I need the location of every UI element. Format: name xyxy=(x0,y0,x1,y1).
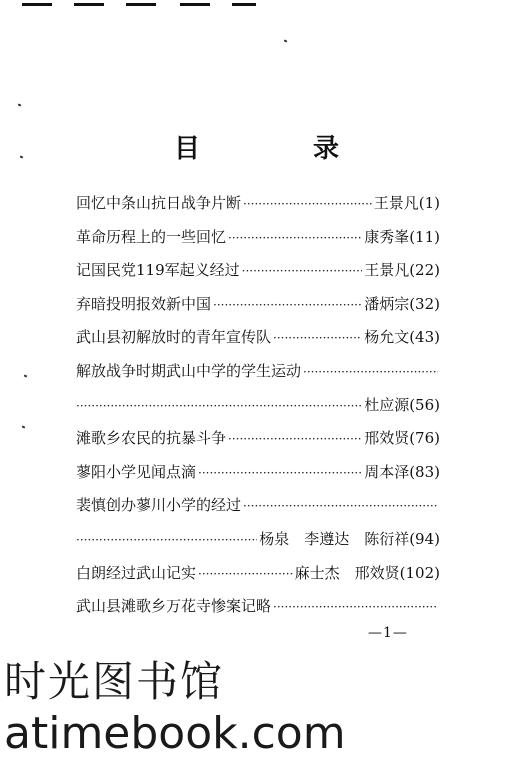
toc-entry-author: 杜应源 xyxy=(364,395,410,414)
toc-entry[interactable] xyxy=(76,294,440,328)
toc-entry-author: 周本泽 xyxy=(364,462,410,481)
page-title: 目 录 xyxy=(173,134,392,164)
leader-dots xyxy=(273,597,438,617)
toc-entry[interactable] xyxy=(76,495,440,529)
toc-entry-author: 潘炳宗 xyxy=(364,294,410,313)
scan-speck xyxy=(22,425,26,428)
leader-dots xyxy=(243,194,372,214)
toc-entry-continuation[interactable] xyxy=(76,529,440,563)
toc-entry-author: 麻士杰 邢效贤 xyxy=(294,563,400,582)
watermark xyxy=(4,656,346,760)
toc-entry-author: 王景凡 xyxy=(364,261,410,280)
toc-entry[interactable] xyxy=(76,260,440,294)
leader-dots xyxy=(76,530,257,550)
toc-entry[interactable] xyxy=(76,428,440,462)
leader-dots xyxy=(198,463,362,483)
scan-speck xyxy=(18,103,22,106)
toc-entry-page: (43) xyxy=(409,328,440,347)
toc-entry[interactable] xyxy=(76,361,440,395)
toc-entry-page: (32) xyxy=(409,294,440,313)
toc-entry-page: (94) xyxy=(409,529,440,548)
leader-dots xyxy=(76,396,362,416)
toc-entry-page: (56) xyxy=(409,395,440,414)
toc-entry-author: 邢效贤 xyxy=(364,429,410,448)
leader-dots xyxy=(243,496,438,516)
leader-dots xyxy=(273,328,362,348)
leader-dots xyxy=(303,362,438,382)
toc-entry[interactable] xyxy=(76,462,440,496)
leader-dots xyxy=(213,295,362,315)
leader-dots xyxy=(198,564,293,584)
toc-entry-page: (102) xyxy=(399,563,440,582)
toc-entry-title: 记国民党119军起义经过 xyxy=(76,261,240,280)
toc-entry-page: (83) xyxy=(409,462,440,481)
toc-entry-title: 武山县滩歌乡万花寺惨案记略 xyxy=(76,597,272,616)
toc-entry-page: (22) xyxy=(409,261,440,280)
leader-dots xyxy=(228,429,362,449)
toc-entry[interactable] xyxy=(76,563,440,597)
toc-entry-title: 裴慎创办蓼川小学的经过 xyxy=(76,496,242,515)
toc-entry[interactable] xyxy=(76,227,440,261)
page-number: —1— xyxy=(368,625,408,641)
toc-entry-page: (1) xyxy=(418,194,440,212)
toc-entry-author: 王景凡 xyxy=(373,194,419,212)
leader-dots xyxy=(242,261,363,281)
toc-entry[interactable] xyxy=(76,327,440,361)
toc-entry-page: (76) xyxy=(409,429,440,448)
watermark-name: 时光图书馆 xyxy=(4,657,225,706)
leader-dots xyxy=(228,228,362,248)
toc-entry-page: (11) xyxy=(409,227,440,246)
toc-entry-title: 弃暗投明报效新中国 xyxy=(76,294,212,313)
toc-entry-title: 武山县初解放时的青年宣传队 xyxy=(76,328,272,347)
toc-entry-title: 白朗经过武山记实 xyxy=(76,563,197,582)
scan-speck xyxy=(24,374,28,377)
toc-entry-author: 杨允文 xyxy=(364,328,410,347)
toc-entry[interactable] xyxy=(76,193,440,227)
scan-speck xyxy=(284,39,288,42)
toc-entry-title: 蓼阳小学见闻点滴 xyxy=(76,462,197,481)
toc-entry-author: 杨泉 李遵达 陈衍祥 xyxy=(259,529,410,548)
scan-edge-marks xyxy=(22,0,262,8)
toc-entry-continuation[interactable] xyxy=(76,395,440,429)
table-of-contents xyxy=(76,193,440,630)
toc-entry-title: 滩歌乡农民的抗暴斗争 xyxy=(76,429,227,448)
toc-entry-title: 解放战争时期武山中学的学生运动 xyxy=(76,361,302,380)
toc-entry-title: 回忆中条山抗日战争片断 xyxy=(76,194,242,212)
toc-entry-title: 革命历程上的一些回忆 xyxy=(76,227,227,246)
watermark-url: atimebook.com xyxy=(4,708,346,759)
toc-entry-author: 康秀峯 xyxy=(364,227,410,246)
